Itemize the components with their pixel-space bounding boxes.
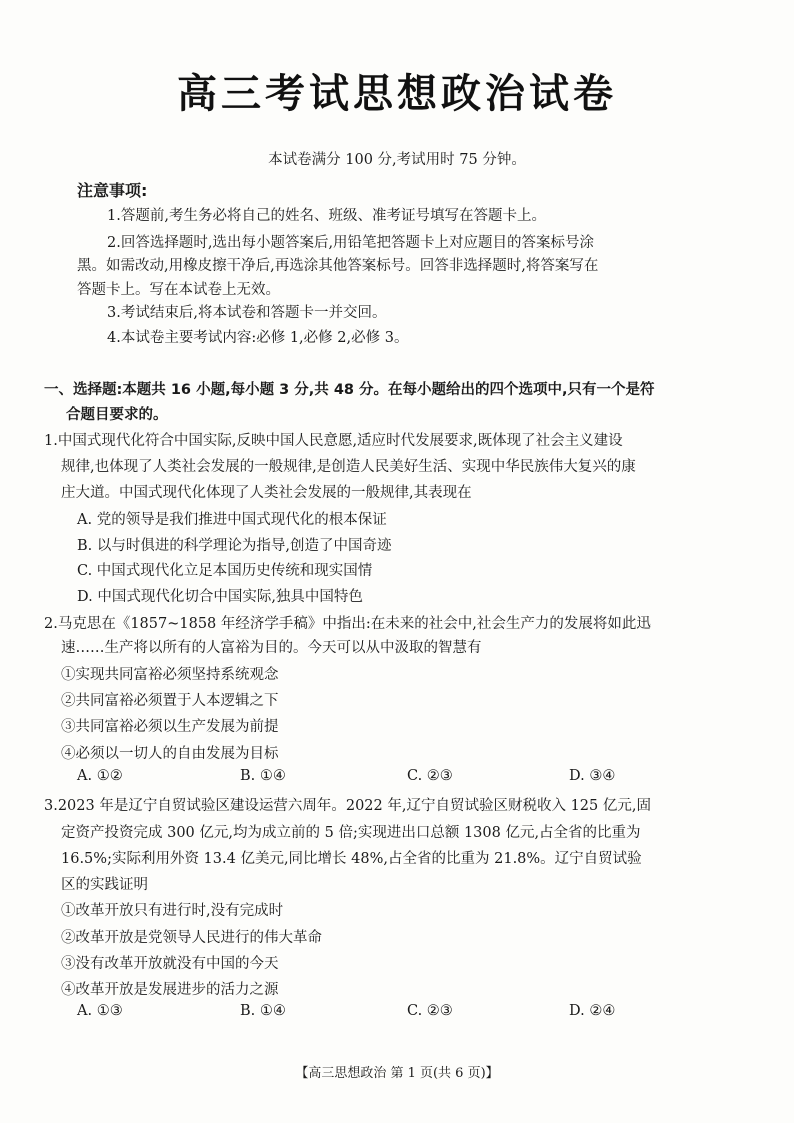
page-footer: 【高三思想政治 第 1 页(共 6 页)】 — [295, 1066, 499, 1081]
note-line: 4.本试卷主要考试内容:必修 1,必修 2,必修 3。 — [107, 330, 409, 346]
statement-item: ①改革开放只有进行时,没有完成时 — [61, 903, 284, 919]
exam-info: 本试卷满分 100 分,考试用时 75 分钟。 — [268, 152, 526, 168]
question-1-stem: 1.中国式现代化符合中国实际,反映中国人民意愿,适应时代发展要求,既体现了社会主义建设 — [44, 433, 623, 449]
question-3-stem: 16.5%;实际利用外资 13.4 亿美元,同比增长 48%,占全省的比重为 21.8%。辽宁自贸试验 — [61, 851, 642, 867]
question-2-stem: 速……生产将以所有的人富裕为目的。今天可以从中汲取的智慧有 — [61, 640, 482, 656]
statement-item: ③没有改革开放就没有中国的今天 — [61, 956, 279, 972]
option-c: C. 中国式现代化立足本国历史传统和现实国情 — [77, 563, 373, 579]
choice-b: B. ①④ — [240, 1003, 286, 1019]
choice-c: C. ②③ — [407, 768, 453, 784]
question-1-stem: 庄大道。中国式现代化体现了人类社会发展的一般规律,其表现在 — [61, 485, 472, 501]
note-line: 3.考试结束后,将本试卷和答题卡一并交回。 — [107, 305, 387, 321]
statement-item: ③共同富裕必须以生产发展为前提 — [61, 719, 279, 735]
option-b: B. 以与时俱进的科学理论为指导,创造了中国奇迹 — [77, 538, 392, 554]
choice-b: B. ①④ — [240, 768, 286, 784]
statement-item: ②改革开放是党领导人民进行的伟大革命 — [61, 930, 322, 946]
option-a: A. 党的领导是我们推进中国式现代化的根本保证 — [77, 512, 387, 528]
choice-d: D. ③④ — [569, 768, 616, 784]
choice-a: A. ①② — [77, 768, 123, 784]
option-d: D. 中国式现代化切合中国实际,独具中国特色 — [77, 589, 363, 605]
statement-item: ④改革开放是发展进步的活力之源 — [61, 982, 279, 998]
choice-c: C. ②③ — [407, 1003, 453, 1019]
choice-a: A. ①③ — [77, 1003, 123, 1019]
note-line: 2.回答选择题时,选出每小题答案后,用铅笔把答题卡上对应题目的答案标号涂 — [107, 235, 595, 251]
statement-item: ①实现共同富裕必须坚持系统观念 — [61, 667, 279, 683]
question-1-stem: 规律,也体现了人类社会发展的一般规律,是创造人民美好生活、实现中华民族伟大复兴的康 — [61, 459, 636, 475]
notes-heading: 注意事项: — [77, 181, 148, 200]
note-line: 答题卡上。写在本试卷上无效。 — [77, 282, 280, 298]
choice-d: D. ②④ — [569, 1003, 616, 1019]
question-2-choices — [77, 768, 637, 790]
statement-item: ④必须以一切人的自由发展为目标 — [61, 746, 279, 762]
question-3-stem: 区的实践证明 — [61, 877, 148, 893]
statement-item: ②共同富裕必须置于人本逻辑之下 — [61, 693, 279, 709]
question-3-choices — [77, 1003, 637, 1025]
section-heading: 一、选择题:本题共 16 小题,每小题 3 分,共 48 分。在每小题给出的四个选项中,只有一个是符 — [44, 382, 655, 398]
question-3-stem: 3.2023 年是辽宁自贸试验区建设运营六周年。2022 年,辽宁自贸试验区财税收入 125 亿元,固 — [44, 798, 651, 814]
page-title: 高三考试思想政治试卷 — [177, 71, 617, 117]
question-3-stem: 定资产投资完成 300 亿元,均为成立前的 5 倍;实现进出口总额 1308 亿元,占全省的比重为 — [61, 825, 641, 841]
section-heading: 合题目要求的。 — [66, 407, 168, 423]
note-line: 黑。如需改动,用橡皮擦干净后,再选涂其他答案标号。回答非选择题时,将答案写在 — [77, 258, 599, 274]
question-2-stem: 2.马克思在《1857~1858 年经济学手稿》中指出:在未来的社会中,社会生产力的发展将如此迅 — [44, 616, 651, 632]
note-line: 1.答题前,考生务必将自己的姓名、班级、准考证号填写在答题卡上。 — [107, 208, 546, 224]
